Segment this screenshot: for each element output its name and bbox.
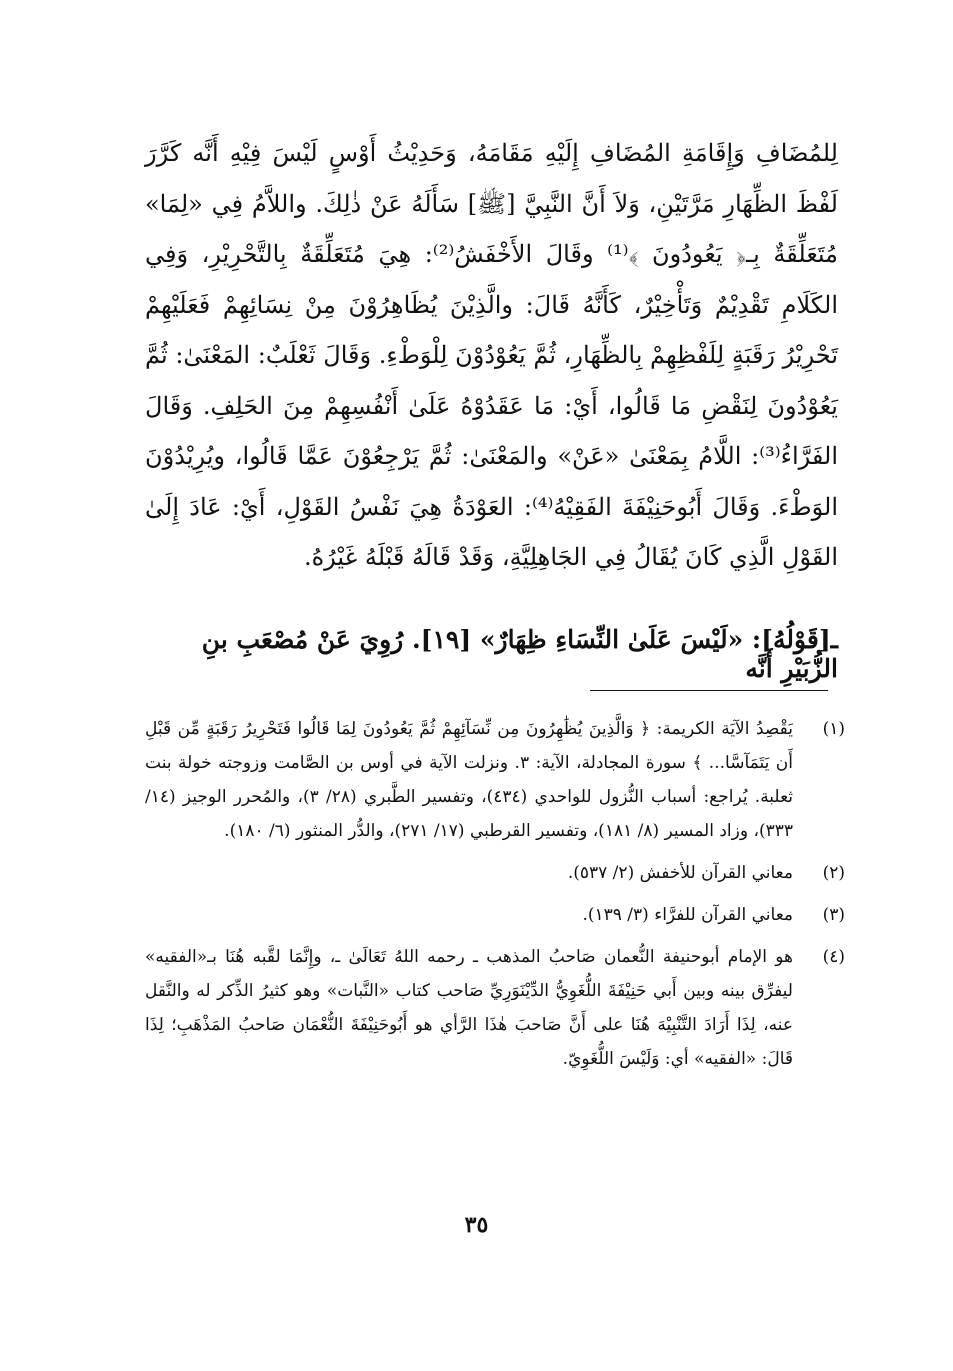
footnote-text: معاني القرآن للأخفش (٢/ ٥٣٧). <box>567 863 793 883</box>
footnote-text: هو الإمام أبوحنيفة النُّعمان صَاحبُ المذهب ـ رحمه اللهُ تَعَالَىٰ ـ، وإِنَّمَا لقَّبه هُنَا بـ«الفقيه» ليفرِّق بينه وبين أَبي حَنِيْفَةَ اللُّغَوِيُّ الدِّيْنَوَرِيِّ صَاحب كتاب «النَّبات» وهو كثيرُ الذِّكر له والنَّقل عنه، لِذَا أَرَادَ التَّنْبِيْهَ هُنَا على أَنَّ صَاحبَ هٰذَا الرَّأي هو أَبُوحَنِيْفَةَ النُّعْمَان صَاحبُ المَذْهَبِ؛ لِذَا قَالَ: «الفقيه» أي: وَلَيْسَ اللُّغَوِيّ. <box>145 947 793 1069</box>
main-paragraph: لِلمُضَافِ وَإِقَامَةِ المُضَافِ إِلَيْهِ مَقَامَهُ، وَحَدِيْثُ أَوْسٍ لَيْسَ فِيْهِ أَنَّه كَرَّرَ لَفْظَ الظِّهَارِ مَرَّتَيْنِ، وَلاَ أَنَّ النَّبِيَّ [ﷺ] سَأَلَهُ عَنْ ذٰلِكَ. واللاَّمُ فِي «لِمَا» مُتَعَلِّقَةٌ بِـ﴿ يَعُودُونَ ﴾⁽¹⁾ وقَالَ الأَخْفَشُ⁽²⁾: هِيَ مُتَعَلِّقَةٌ بِالتَّحْرِيْرِ، وَفِي الكَلَامِ تَقْدِيْمٌ وَتَأْخِيْرٌ، كَأَنَّهُ قَالَ: والَّذِيْنَ يُظَاهِرُوْنَ مِنْ نِسَائِهِمْ فَعَلَيْهِمْ تَحْرِيْرُ رَقَبَةٍ لِلَفْظِهِمْ بِالظِّهَارِ، ثُمَّ يَعُوْدُوْنَ لِلْوَطْءِ. وَقَالَ ثَعْلَبٌ: المَعْنَىٰ: ثُمَّ يَعُوْدُونَ لِنَقْضِ مَا قَالُوا، أَيْ: مَا عَقَدُوْهُ عَلَىٰ أَنْفُسِهِمْ مِنَ الحَلِفِ. وَقَالَ الفَرَّاءُ⁽³⁾: اللَّامُ بِمَعْنَىٰ «عَنْ» والمَعْنَىٰ: ثُمَّ يَرْجِعُوْنَ عَمَّا قَالُوا، ويُرِيْدُوْنَ الوَطْءَ. وَقَالَ أَبُوحَنِيْفَةَ الفَقِيْهُ⁽⁴⁾: العَوْدَةُ هِيَ نَفْسُ القَوْلِ، أَيْ: عَادَ إِلَىٰ القَوْلِ الَّذِي كَانَ يُقَالُ فِي الجَاهِلِيَّةِ، وَقَدْ قَالَهُ قَبْلَهُ غَيْرُهُ. <box>145 139 838 571</box>
footnote-text: معاني القرآن للفرَّاء (٣/ ١٣٩). <box>582 905 793 925</box>
section-heading: ـ[قَوْلُهُ]: «لَيْسَ عَلَىٰ النِّسَاءِ ظِهَارٌ» [١٩]. رُوِيَ عَنْ مُصْعَبِ بنِ الزُّبَيْرِ أَنَّه <box>201 625 838 683</box>
footnote-number: (١) <box>822 719 845 739</box>
footnote-item <box>145 898 845 932</box>
page-number: ٣٥ <box>464 1212 489 1238</box>
footnote-divider <box>590 690 828 691</box>
footnote-item <box>145 712 845 848</box>
footnotes <box>145 712 845 1084</box>
footnote-text: يَقْصِدُ الآيَة الكريمة: ﴿ وَالَّذِينَ يُظَٰهِرُونَ مِن نِّسَآئِهِمْ ثُمَّ يَعُودُونَ لِمَا قَالُوا فَتَحْرِيرُ رَقَبَةٍ مِّن قَبْلِ أَن يَتَمَآسَّا... ﴾ سورة المجادلة، الآية: ٣. ونزلت الآية في أوس بن الصَّامت وزوجته خولة بنت ثعلبة. يُراجع: أسباب النُّزول للواحدي (٤٣٤)، وتفسير الطَّبري (٢٨/ ٣)، والمُحرر الوجيز (١٤/ ٣٣٣)، وزاد المسير (٨/ ١٨١)، وتفسير القرطبي (١٧/ ٢٧١)، والدُّر المنثور (٦/ ١٨٠). <box>145 719 793 841</box>
footnote-number: (٤) <box>822 947 845 967</box>
footnote-item <box>145 856 845 890</box>
footnote-number: (٢) <box>822 863 845 883</box>
footnote-item <box>145 940 845 1076</box>
footnote-number: (٣) <box>822 905 845 925</box>
